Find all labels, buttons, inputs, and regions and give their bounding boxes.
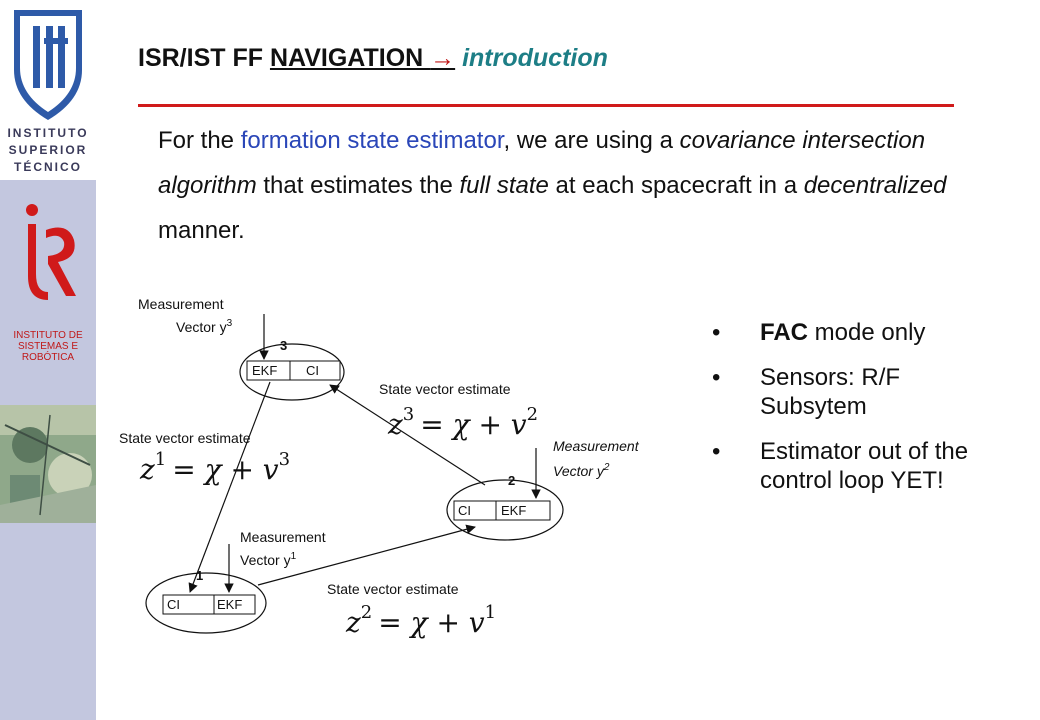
node-3-ekf: EKF <box>252 363 278 378</box>
node-3-ci: CI <box>306 363 319 378</box>
node-2-ci: CI <box>458 503 471 518</box>
ist-line-3: TÉCNICO <box>14 160 82 174</box>
meas2-line2: Vector $y^2$ <box>553 462 610 479</box>
isr-line-2: SISTEMAS E <box>17 341 78 352</box>
node-1-number: 1 <box>196 568 204 583</box>
isr-logo-icon <box>18 200 82 310</box>
ist-line-1: INSTITUTO <box>7 126 89 140</box>
title-navigation: NAVIGATION → <box>269 44 456 72</box>
isr-line-1: INSTITUTO DE <box>13 330 83 341</box>
title-arrow: → <box>430 44 456 72</box>
node-1-ci: CI <box>167 597 180 612</box>
node-2-ekf: EKF <box>501 503 527 518</box>
para-text-9: manner. <box>158 217 245 244</box>
abstract-painting-image <box>0 405 96 523</box>
bullet-list <box>712 318 1012 511</box>
bullet-estimator: • Estimator out of the control loop YET! <box>712 437 1012 495</box>
title-prefix: ISR/IST FF <box>138 44 270 72</box>
node-3-number: 3 <box>280 338 288 353</box>
page-title <box>138 44 608 73</box>
isr-line-3: ROBÓTICA <box>21 352 75 363</box>
intro-paragraph <box>158 118 968 253</box>
para-text-5: that estimates the <box>256 172 460 199</box>
para-covariance-intersection: covariance intersection algorithm <box>158 127 926 199</box>
sidebar <box>0 0 96 720</box>
title-introduction: introduction <box>455 44 608 72</box>
meas1-line2: Vector $y^1$ <box>240 551 297 568</box>
meas3-line1: Measurement <box>138 296 224 312</box>
para-decentralized: decentralized <box>803 172 947 199</box>
para-formation-state-estimator: formation state estimator <box>240 127 504 154</box>
equation-z2: z2 = χ + v1 <box>346 602 497 639</box>
ist-line-2: SUPERIOR <box>8 143 88 157</box>
meas1-line1: Measurement <box>240 529 326 545</box>
bullet-fac-mode: • FAC mode only <box>712 318 1012 347</box>
meas3-line2: Vector $y^3$ <box>176 318 233 335</box>
estimator-diagram <box>100 280 700 680</box>
node-2-number: 2 <box>508 473 516 488</box>
sve-label-bottom: State vector estimate <box>327 581 459 597</box>
equation-z1: z1 = χ + v3 <box>140 449 291 486</box>
meas2-line1: Measurement <box>553 438 639 454</box>
sve-label-top: State vector estimate <box>379 381 511 397</box>
title-underline-divider <box>138 104 954 107</box>
para-text-3: , we are using a <box>503 127 680 154</box>
equation-z3: z3 = χ + v2 <box>388 404 539 441</box>
sve-label-left: State vector estimate <box>119 430 251 446</box>
bullet-sensors: • Sensors: R/F Subsytem <box>712 363 1012 421</box>
para-text-1: For the <box>158 127 241 154</box>
node-1-ekf: EKF <box>217 597 243 612</box>
para-text-7: at each spacecraft in a <box>548 172 804 199</box>
para-full-state: full state <box>459 172 549 199</box>
